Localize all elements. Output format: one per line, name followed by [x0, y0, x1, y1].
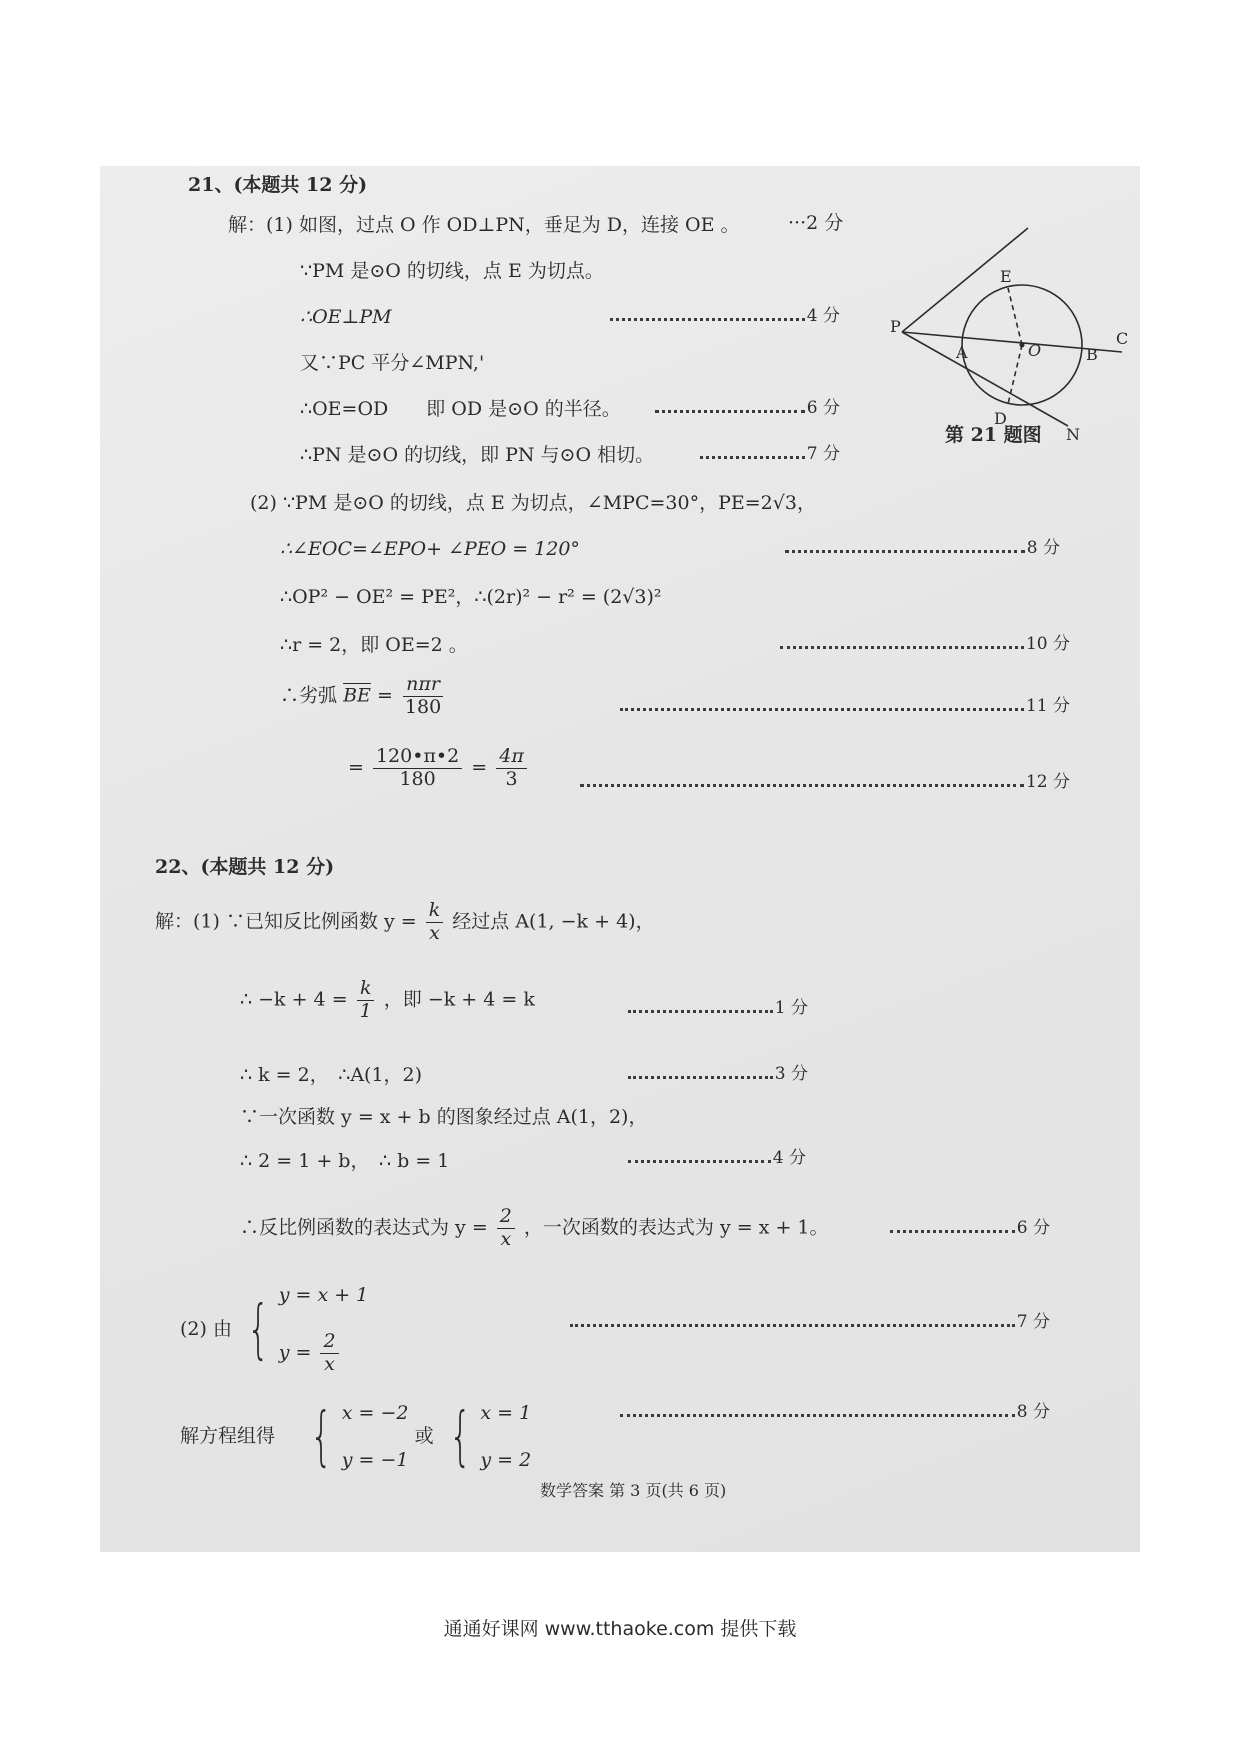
- q21-p2d-leader: [620, 694, 1070, 716]
- q21-line1: 解：(1) 如图，过点 O 作 OD⊥PN，垂足为 D，连接 OE 。: [228, 214, 740, 236]
- or-word: 或: [414, 1425, 434, 1447]
- calc-den-2: 3: [505, 767, 518, 790]
- q21-line5-score: 6 分: [806, 398, 840, 418]
- q22-l1-num: k: [426, 900, 444, 923]
- geometry-figure-21: [890, 226, 1130, 446]
- label-p: P: [890, 317, 901, 336]
- solution-1: { x = −2 y = −1: [310, 1400, 409, 1474]
- q21-p2c: ∴r = 2，即 OE=2 。: [280, 634, 468, 656]
- q22-line2: [240, 978, 535, 1023]
- calc-num-2: 4π: [496, 746, 527, 769]
- site-footer: 通通好课网 www.tthaoke.com 提供下载: [443, 1618, 797, 1640]
- scanned-answer-page: [100, 166, 1140, 1552]
- arc-length-fraction: [402, 674, 444, 719]
- q22-l1-den: x: [429, 921, 440, 944]
- q21-line5: ∴OE=OD 即 OD 是⊙O 的半径。: [300, 398, 621, 420]
- page-footer: 数学答案 第 3 页(共 6 页): [540, 1481, 727, 1500]
- q21-p2d-score: 11 分: [1025, 696, 1070, 716]
- tangent-pn: [902, 332, 1068, 426]
- q22-line6: [240, 1206, 829, 1251]
- equation-system-1: { y = x + 1 y = $\frac{2}{x}$: [247, 1284, 369, 1376]
- solution-2-y: y = 2: [480, 1449, 532, 1472]
- label-b: B: [1086, 345, 1098, 364]
- q22-part3: [180, 1402, 531, 1472]
- q21-p2d: ∴劣弧 $\overline{BE}$ = $\frac{\text{nπr}}{180}$: [280, 674, 447, 719]
- q21-line5-leader: [655, 396, 840, 418]
- q21-part2-line: (2) ∵PM 是⊙O 的切线，点 E 为切点，∠MPC=30°，PE=2√3，: [250, 492, 816, 514]
- q22-l1-prefix: 解：(1) ∵已知反比例函数 y =: [155, 910, 417, 933]
- solution-2: { x = 1 y = 2: [448, 1400, 532, 1474]
- q21-line3-score: 4 分: [806, 306, 840, 326]
- q22-line4: ∵一次函数 y = x + b 的图象经过点 A(1，2)，: [240, 1106, 648, 1128]
- q21-p2c-leader: [780, 632, 1070, 654]
- q22-line1: [155, 900, 655, 945]
- q21-line4: 又∵PC 平分∠MPN,': [300, 352, 485, 374]
- label-c: C: [1116, 329, 1129, 348]
- solution-2-x: x = 1: [480, 1402, 532, 1424]
- q21-line2: ∵PM 是⊙O 的切线，点 E 为切点。: [300, 260, 604, 282]
- calc-den-1: 180: [399, 767, 436, 790]
- q21-p2e-score: 12 分: [1025, 772, 1070, 792]
- arc-prefix: ∴劣弧: [280, 684, 338, 707]
- q21-p2e: = $\frac{120•\pi•2}{180}$ = $\frac{4\pi}{3}$: [348, 746, 530, 791]
- solution-1-y: y = −1: [341, 1449, 409, 1472]
- q22-l6-suffix: ，一次函数的表达式为 y = x + 1。: [523, 1216, 829, 1239]
- q21-line3-leader: [610, 304, 840, 326]
- q22-l2-leader: [628, 996, 808, 1018]
- calc-fraction-1: [373, 746, 462, 791]
- label-o: O: [1028, 341, 1042, 360]
- label-a: A: [956, 343, 968, 362]
- q21-line6-leader: [700, 442, 840, 464]
- q21-p2e-leader: [580, 770, 1070, 792]
- system-row-2-den: x: [324, 1353, 335, 1376]
- q22-p2-score: 7 分: [1016, 1312, 1050, 1332]
- q22-l2-fraction: [357, 978, 375, 1023]
- q22-l1-fraction: [426, 900, 444, 945]
- q21-p2a-leader: [785, 536, 1060, 558]
- calc-num-1: 120•π•2: [373, 746, 462, 769]
- q22-p3-score: 8 分: [1016, 1402, 1050, 1422]
- arc-den: 180: [404, 695, 442, 718]
- q22-p2-prefix: (2) 由: [180, 1318, 232, 1340]
- q22-l2-num: k: [357, 978, 375, 1001]
- q22-l6-num: 2: [497, 1206, 515, 1229]
- q21-p2c-score: 10 分: [1025, 634, 1070, 654]
- q22-line5: ∴ 2 = 1 + b， ∴ b = 1: [240, 1150, 450, 1172]
- q22-p3-prefix: 解方程组得: [180, 1425, 276, 1447]
- q22-l6-score: 6 分: [1016, 1218, 1050, 1238]
- q22-l6-fraction: [497, 1206, 515, 1251]
- q22-p3-leader: [620, 1400, 1050, 1422]
- q22-l5-score: 4 分: [772, 1148, 806, 1168]
- q22-l6-leader: [890, 1216, 1050, 1238]
- q21-line1-score: ···2 分: [788, 212, 844, 234]
- q22-l2-prefix: ∴ −k + 4 =: [240, 988, 348, 1011]
- q22-p2-leader: [570, 1310, 1050, 1332]
- label-e: E: [1000, 267, 1012, 286]
- center-dot: [1020, 343, 1025, 348]
- label-n: N: [1066, 425, 1080, 444]
- q21-p2b: ∴OP² − OE² = PE²，∴(2r)² − r² = (2√3)²: [280, 586, 662, 608]
- q22-part2: [180, 1284, 368, 1376]
- q22-header: 22、(本题共 12 分): [155, 856, 335, 878]
- q21-line3: ∴OE⊥PM: [300, 306, 392, 328]
- q22-l6-den: x: [500, 1227, 512, 1250]
- label-d: D: [994, 409, 1007, 428]
- figure-caption: 第 21 题图: [945, 424, 1042, 446]
- q22-l2-score: 1 分: [774, 998, 808, 1018]
- q22-l3-score: 3 分: [774, 1064, 808, 1084]
- solution-1-x: x = −2: [341, 1402, 409, 1424]
- arc-be: $\overline{BE}$: [343, 684, 371, 707]
- segment-oe: [1008, 288, 1022, 345]
- q21-header: 21、(本题共 12 分): [188, 174, 368, 196]
- q22-l5-leader: [628, 1146, 806, 1168]
- system-row-2-num: 2: [320, 1331, 338, 1354]
- q22-l6-prefix: ∴反比例函数的表达式为 y =: [240, 1216, 488, 1239]
- q21-p2a: ∴∠EOC=∠EPO+ ∠PEO = 120°: [280, 538, 580, 560]
- system-row-1: y = x + 1: [278, 1284, 369, 1306]
- q22-line3: ∴ k = 2， ∴A(1，2): [240, 1064, 423, 1086]
- arc-num: nπr: [403, 674, 443, 697]
- q22-l3-leader: [628, 1062, 808, 1084]
- q22-l1-suffix: 经过点 A(1, −k + 4)，: [452, 910, 655, 933]
- q21-line6-score: 7 分: [806, 444, 840, 464]
- system-row-2: [279, 1331, 369, 1376]
- calc-fraction-2: [496, 746, 527, 791]
- q21-p2a-score: 8 分: [1026, 538, 1060, 558]
- q22-l2-suffix: ，即 −k + 4 = k: [383, 988, 535, 1011]
- system-row-2-prefix: y =: [278, 1341, 312, 1364]
- q22-l2-den: 1: [359, 999, 372, 1022]
- q21-line6: ∴PN 是⊙O 的切线，即 PN 与⊙O 相切。: [300, 444, 655, 466]
